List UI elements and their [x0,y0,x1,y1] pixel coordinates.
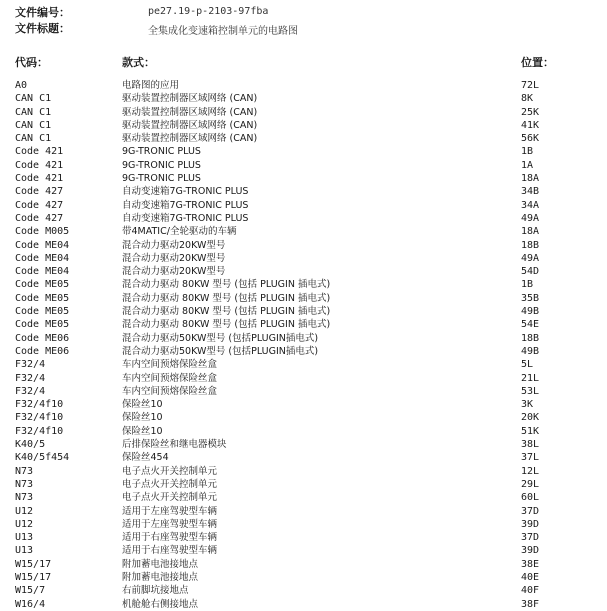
list-row [0,106,607,119]
row-position: 53L [521,385,540,397]
doc-title-label: 文件标题： [15,22,70,35]
row-description: 保险丝454 [122,452,169,464]
row-position: 20K [521,412,540,424]
row-description: 驱动装置控制器区域网络 (CAN) [122,106,258,118]
row-description: 保险丝10 [122,412,163,424]
row-code: W16/4 [15,598,46,610]
row-description: 后排保险丝和继电器模块 [122,439,227,451]
row-code: W15/17 [15,558,52,570]
list-row [0,358,607,371]
row-description: 车内空间预熔保险丝盒 [122,385,218,397]
row-position: 1A [521,159,534,171]
list-row [0,598,607,611]
row-code: Code ME05 [15,279,70,291]
row-code: Code 421 [15,173,64,185]
row-description: 电子点火开关控制单元 [122,465,218,477]
row-code: Code 427 [15,186,64,198]
row-description: 适用于右座驾驶型车辆 [122,532,218,544]
row-code: CAN C1 [15,93,52,105]
list-row [0,278,607,291]
list-row [0,385,607,398]
row-position: 39D [521,545,540,557]
row-position: 49B [521,345,540,357]
list-row [0,544,607,557]
row-description: 混合动力驱动20KW型号 [122,252,226,264]
row-position: 37L [521,452,540,464]
row-description: 电子点火开关控制单元 [122,492,218,504]
row-position: 18A [521,226,540,238]
row-position: 40E [521,571,540,583]
row-code: Code 427 [15,199,64,211]
row-description: 混合动力驱动 80KW 型号 (包括 PLUGIN 插电式) [122,292,331,304]
list-row [0,438,607,451]
row-position: 49B [521,306,540,318]
list-row [0,491,607,504]
row-code: K40/5f454 [15,452,70,464]
row-position: 49A [521,212,540,224]
row-position: 8K [521,93,534,105]
row-code: Code ME04 [15,252,70,264]
row-position: 1B [521,146,534,158]
list-row [0,92,607,105]
row-code: F32/4f10 [15,399,64,411]
list-row [0,292,607,305]
list-row [0,172,607,185]
row-position: 18A [521,173,540,185]
row-description: 保险丝10 [122,425,163,437]
doc-title-value: 全集成化变速箱控制单元的电路图 [148,26,298,37]
list-row [0,571,607,584]
row-code: F32/4 [15,385,46,397]
row-description: 带4MATIC/全轮驱动的车辆 [122,226,237,238]
row-description: 适用于右座驾驶型车辆 [122,545,218,557]
row-description: 驱动装置控制器区域网络 (CAN) [122,133,258,145]
row-code: Code 421 [15,159,64,171]
list-row [0,252,607,265]
row-description: 右前脚坑接地点 [122,585,189,597]
row-description: 9G-TRONIC PLUS [122,159,201,171]
row-position: 18B [521,239,540,251]
row-code: U13 [15,532,34,544]
row-code: Code ME05 [15,292,70,304]
list-row [0,185,607,198]
row-position: 72L [521,80,540,91]
row-description: 混合动力驱动50KW型号 (包括PLUGIN插电式) [122,345,319,357]
row-description: 混合动力驱动 80KW 型号 (包括 PLUGIN 插电式) [122,319,331,331]
row-description: 驱动装置控制器区域网络 (CAN) [122,93,258,105]
column-header-code: 代码： [15,56,48,69]
column-header-position: 位置： [521,56,554,69]
row-code: Code ME06 [15,345,70,357]
row-description: 混合动力驱动 80KW 型号 (包括 PLUGIN 插电式) [122,279,331,291]
row-position: 51K [521,425,540,437]
row-code: Code ME05 [15,319,70,331]
row-description: 车内空间预熔保险丝盒 [122,359,218,371]
row-code: U13 [15,545,34,557]
doc-number-value: pe27.19-p-2103-97fba [148,6,269,17]
row-description: 附加蓄电池接地点 [122,558,199,570]
row-position: 54E [521,319,540,331]
row-code: CAN C1 [15,106,52,118]
list-row [0,318,607,331]
row-position: 39D [521,518,540,530]
list-row [0,199,607,212]
row-position: 56K [521,133,540,145]
row-position: 34B [521,186,540,198]
list-row [0,425,607,438]
row-code: K40/5 [15,439,46,451]
list-row [0,584,607,597]
list-row [0,478,607,491]
row-position: 5L [521,359,534,371]
row-position: 49A [521,252,540,264]
row-code: F32/4 [15,359,46,371]
list-row [0,79,607,92]
row-code: Code 421 [15,146,64,158]
row-position: 29L [521,478,540,490]
row-description: 保险丝10 [122,399,163,411]
row-code: N73 [15,492,34,504]
row-position: 38E [521,558,540,570]
column-header-style: 款式： [122,56,155,69]
row-description: 电子点火开关控制单元 [122,478,218,490]
row-description: 驱动装置控制器区域网络 (CAN) [122,119,258,131]
row-position: 38L [521,439,540,451]
row-code: N73 [15,465,34,477]
row-position: 34A [521,199,540,211]
row-description: 电路图的应用 [122,80,180,91]
row-position: 41K [521,119,540,131]
row-position: 12L [521,465,540,477]
row-description: 混合动力驱动20KW型号 [122,239,226,251]
row-position: 60L [521,492,540,504]
row-description: 混合动力驱动20KW型号 [122,266,226,278]
row-description: 车内空间预熔保险丝盒 [122,372,218,384]
row-position: 3K [521,399,534,411]
row-code: Code M005 [15,226,70,238]
list-row [0,145,607,158]
row-code: Code ME06 [15,332,70,344]
list-row [0,265,607,278]
list-row [0,518,607,531]
row-description: 9G-TRONIC PLUS [122,146,201,158]
row-description: 混合动力驱动 80KW 型号 (包括 PLUGIN 插电式) [122,306,331,318]
list-row [0,132,607,145]
list-row [0,305,607,318]
row-position: 38F [521,598,540,610]
list-row [0,239,607,252]
list-row [0,411,607,424]
row-code: U12 [15,518,34,530]
row-code: F32/4 [15,372,46,384]
list-row [0,345,607,358]
list-row [0,465,607,478]
row-description: 9G-TRONIC PLUS [122,173,201,185]
list-row [0,505,607,518]
row-code: W15/7 [15,585,46,597]
row-description: 自动变速箱7G-TRONIC PLUS [122,199,249,211]
row-position: 40F [521,585,540,597]
row-position: 1B [521,279,534,291]
list-row [0,212,607,225]
list-row [0,531,607,544]
row-description: 自动变速箱7G-TRONIC PLUS [122,212,249,224]
row-position: 25K [521,106,540,118]
row-code: A0 [15,80,28,91]
list-row [0,159,607,172]
row-code: Code 427 [15,212,64,224]
list-row [0,451,607,464]
row-code: Code ME04 [15,266,70,278]
row-position: 18B [521,332,540,344]
parts-list [0,79,607,611]
row-position: 37D [521,505,540,517]
row-code: F32/4f10 [15,425,64,437]
row-description: 混合动力驱动50KW型号 (包括PLUGIN插电式) [122,332,319,344]
list-row [0,225,607,238]
row-position: 21L [521,372,540,384]
row-code: F32/4f10 [15,412,64,424]
row-description: 适用于左座驾驶型车辆 [122,518,218,530]
list-row [0,119,607,132]
list-row [0,372,607,385]
list-row [0,332,607,345]
row-position: 35B [521,292,540,304]
row-position: 54D [521,266,540,278]
list-row [0,398,607,411]
row-description: 机舱舱右侧接地点 [122,598,199,610]
row-code: CAN C1 [15,133,52,145]
list-row [0,558,607,571]
row-code: Code ME04 [15,239,70,251]
row-description: 自动变速箱7G-TRONIC PLUS [122,186,249,198]
row-code: W15/17 [15,571,52,583]
row-code: N73 [15,478,34,490]
row-code: U12 [15,505,34,517]
row-description: 适用于左座驾驶型车辆 [122,505,218,517]
doc-number-label: 文件编号： [15,6,70,19]
row-position: 37D [521,532,540,544]
row-code: CAN C1 [15,119,52,131]
row-code: Code ME05 [15,306,70,318]
row-description: 附加蓄电池接地点 [122,571,199,583]
